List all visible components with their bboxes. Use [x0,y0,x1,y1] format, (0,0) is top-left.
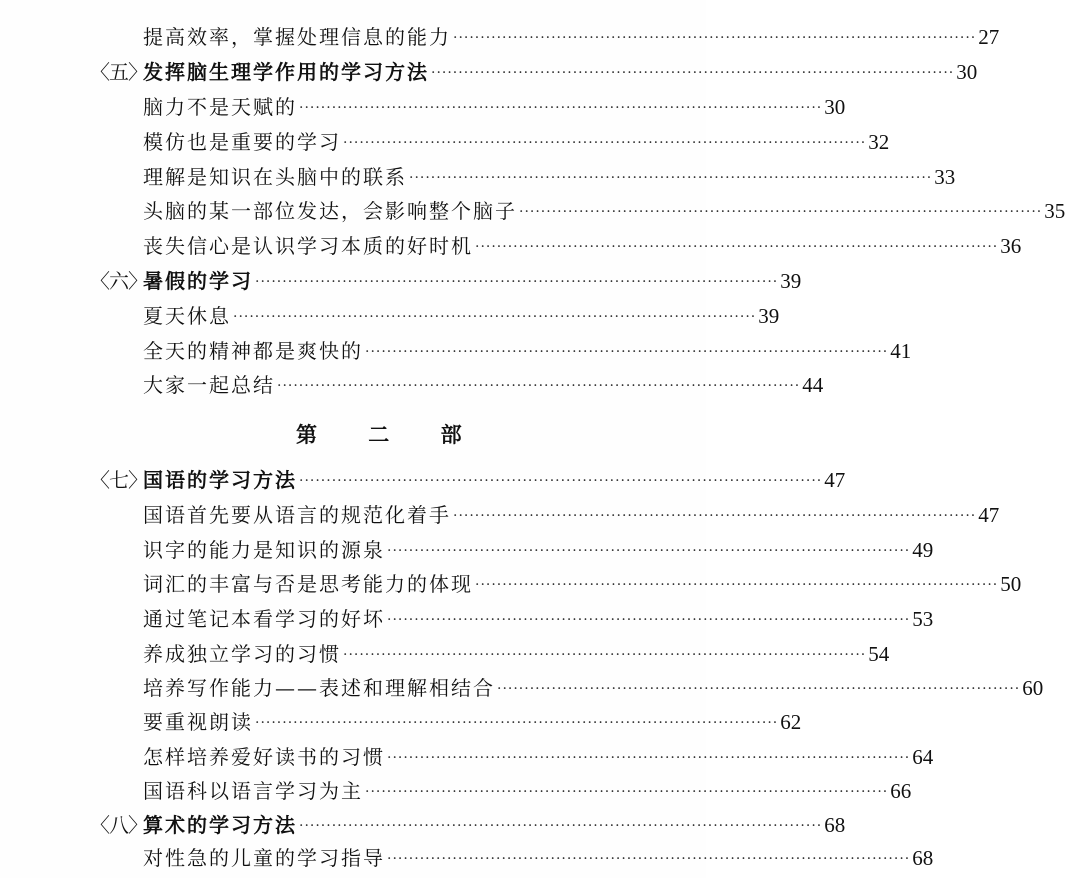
toc-entry [143,567,1022,601]
toc-section-entry [90,264,802,298]
toc-page-number: 49 [912,538,934,562]
toc-entry [143,160,956,194]
toc-page-number: 39 [780,269,802,293]
toc-entry-title: 模仿也是重要的学习 [143,130,341,154]
toc-leader-dots: ································································································ [453,508,977,524]
toc-entry-title: 对性急的儿童的学习指导 [143,846,385,870]
toc-entry [143,125,890,159]
toc-leader-dots: ································································································ [299,100,823,116]
toc-page-number: 30 [824,95,846,119]
toc-entry-title: 理解是知识在头脑中的联系 [143,165,407,189]
toc-leader-dots: ································································································ [387,750,911,766]
toc-entry-title: 识字的能力是知识的源泉 [143,538,385,562]
toc-entry-title: 夏天休息 [143,304,231,328]
toc-entry-title: 提高效率，掌握处理信息的能力 [143,25,451,49]
toc-entry [143,671,1044,705]
toc-entry-title: 养成独立学习的习惯 [143,642,341,666]
toc-entry [143,637,890,671]
toc-entry-title: 要重视朗读 [143,710,253,734]
toc-entry-title: 头脑的某一部位发达，会影响整个脑子 [143,199,517,223]
toc-leader-dots: ································································································ [387,851,911,867]
toc-entry-title: 词汇的丰富与否是思考能力的体现 [143,572,473,596]
toc-entry-title: 大家一起总结 [143,373,275,397]
toc-entry [143,841,934,875]
toc-entry-title: 丧失信心是认识学习本质的好时机 [143,234,473,258]
toc-entry-title: 通过笔记本看学习的好坏 [143,607,385,631]
toc-leader-dots: ································································································ [497,681,1021,697]
toc-section-title: 暑假的学习 [143,269,253,293]
toc-page-number: 68 [824,813,846,837]
toc-entry-title: 全天的精神都是爽快的 [143,339,363,363]
toc-entry [143,740,934,774]
toc-entry-title: 培养写作能力——表述和理解相结合 [143,676,495,700]
toc-page-number: 62 [780,710,802,734]
toc-page-number: 60 [1022,676,1044,700]
toc-leader-dots: ································································································ [475,577,999,593]
toc-leader-dots: ································································································ [519,204,1043,220]
toc-section-title: 发挥脑生理学作用的学习方法 [143,60,429,84]
toc-page-number: 53 [912,607,934,631]
toc-leader-dots: ································································································ [299,818,823,834]
toc-page-number: 64 [912,745,934,769]
toc-section-entry [90,463,846,497]
toc-entry [143,334,912,368]
toc-section-title: 算术的学习方法 [143,813,297,837]
toc-leader-dots: ································································································ [255,715,779,731]
toc-section-title: 国语的学习方法 [143,468,297,492]
section-number: 〈五〉 [90,60,147,84]
toc-page-number: 32 [868,130,890,154]
section-number: 〈七〉 [90,468,147,492]
toc-leader-dots: ································································································ [277,378,801,394]
toc-leader-dots: ································································································ [453,30,977,46]
toc-entry-title: 国语首先要从语言的规范化着手 [143,503,451,527]
toc-entry [143,498,1000,532]
toc-leader-dots: ································································································ [255,274,779,290]
toc-entry [143,194,1065,228]
toc-leader-dots: ································································································ [409,170,933,186]
toc-leader-dots: ································································································ [343,647,867,663]
toc-page-number: 50 [1000,572,1022,596]
toc-entry [143,20,1000,54]
toc-leader-dots: ································································································ [387,612,911,628]
toc-page-number: 68 [912,846,934,870]
toc-entry-title: 脑力不是天赋的 [143,95,297,119]
toc-leader-dots: ································································································ [365,784,889,800]
part-heading: 第 二 部 [296,422,484,447]
toc-page-number: 30 [956,60,978,84]
toc-page-number: 41 [890,339,912,363]
toc-entry [143,533,934,567]
toc-page-number: 47 [824,468,846,492]
toc-page-number: 66 [890,779,912,803]
toc-section-entry [90,55,978,89]
toc-entry [143,90,846,124]
toc-page-number: 27 [978,25,1000,49]
toc-entry [143,368,824,402]
toc-leader-dots: ································································································ [431,65,955,81]
toc-entry [143,602,934,636]
toc-entry-title: 国语科以语言学习为主 [143,779,363,803]
section-number: 〈六〉 [90,269,147,293]
toc-entry [143,229,1022,263]
toc-leader-dots: ································································································ [365,344,889,360]
toc-leader-dots: ································································································ [387,543,911,559]
toc-page-number: 54 [868,642,890,666]
toc-leader-dots: ································································································ [233,309,757,325]
toc-page-number: 36 [1000,234,1022,258]
toc-leader-dots: ································································································ [343,135,867,151]
toc-entry [143,299,780,333]
toc-page-number: 35 [1044,199,1065,223]
toc-page-number: 47 [978,503,1000,527]
toc-entry-title: 怎样培养爱好读书的习惯 [143,745,385,769]
toc-page-number: 44 [802,373,824,397]
toc-entry [143,705,802,739]
toc-leader-dots: ································································································ [475,239,999,255]
toc-page-number: 39 [758,304,780,328]
section-number: 〈八〉 [90,813,147,837]
toc-page-number: 33 [934,165,956,189]
toc-section-entry [90,808,846,842]
toc-leader-dots: ································································································ [299,473,823,489]
toc-entry [143,774,912,808]
